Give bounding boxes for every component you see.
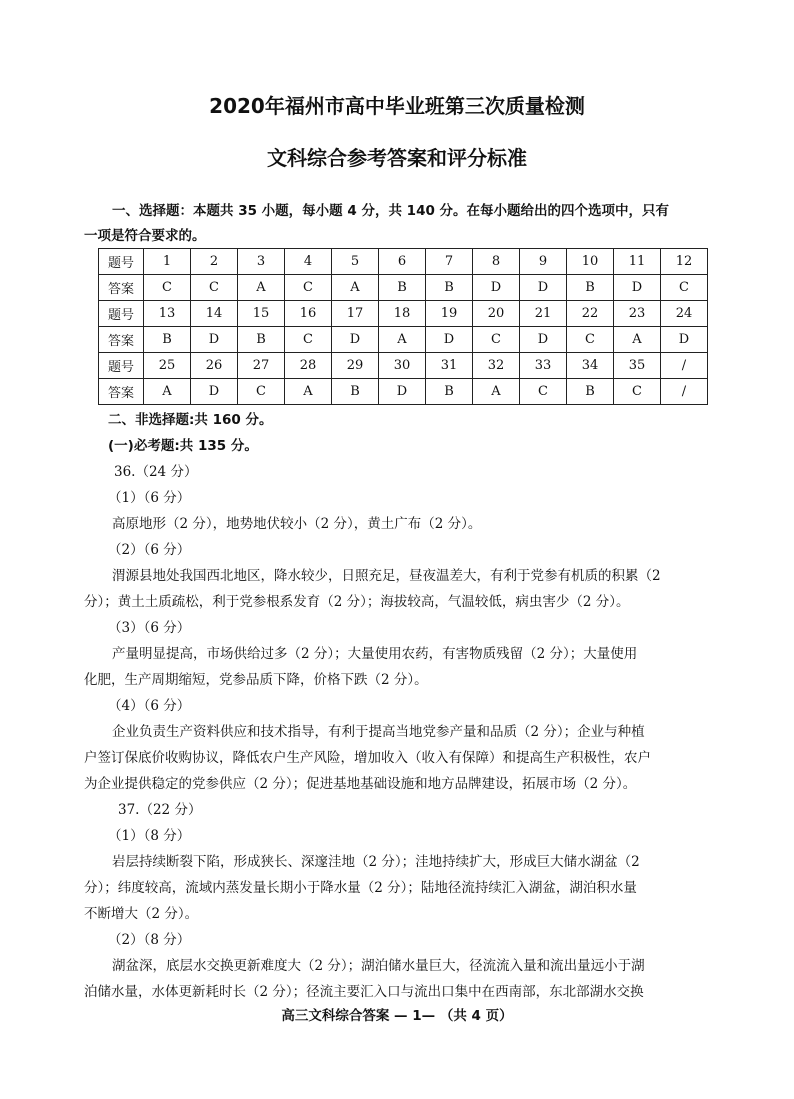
question-heading: 37.（22 分） xyxy=(118,802,202,818)
question-number-cell: 1 xyxy=(144,249,191,275)
section1-heading-line2: 一项是符合要求的。 xyxy=(84,228,206,244)
question-number-cell: 31 xyxy=(426,353,473,379)
page-title: 2020年福州市高中毕业班第三次质量检测 xyxy=(209,94,585,118)
answer-cell: C xyxy=(285,327,332,353)
row-label: 答案 xyxy=(99,327,144,353)
question-number-cell: 14 xyxy=(191,301,238,327)
page-subtitle: 文科综合参考答案和评分标准 xyxy=(267,146,527,170)
question-number-cell: 26 xyxy=(191,353,238,379)
table-row xyxy=(99,327,708,353)
question-heading: 36.（24 分） xyxy=(114,464,198,480)
answer-cell: B xyxy=(238,327,285,353)
question-number-cell: / xyxy=(661,353,708,379)
table-row xyxy=(99,275,708,301)
question-number-cell: 24 xyxy=(661,301,708,327)
answer-table xyxy=(98,248,708,405)
answer-cell: C xyxy=(191,275,238,301)
question-number-cell: 34 xyxy=(567,353,614,379)
answer-cell: A xyxy=(379,327,426,353)
answer-text-line: 分）；纬度较高，流域内蒸发量长期小于降水量（2 分）；陆地径流持续汇入湖盆，湖泊积水量 xyxy=(84,880,637,896)
answer-cell: B xyxy=(426,275,473,301)
question-number-cell: 19 xyxy=(426,301,473,327)
question-number-cell: 3 xyxy=(238,249,285,275)
question-number-cell: 28 xyxy=(285,353,332,379)
answer-cell: A xyxy=(144,379,191,405)
question-number-cell: 15 xyxy=(238,301,285,327)
answer-cell: D xyxy=(614,275,661,301)
row-label: 题号 xyxy=(99,249,144,275)
question-number-cell: 17 xyxy=(332,301,379,327)
answer-cell: D xyxy=(191,379,238,405)
answer-text-line: 岩层持续断裂下陷，形成狭长、深邃洼地（2 分）；洼地持续扩大，形成巨大储水湖盆（2 xyxy=(112,854,640,870)
question-number-cell: 33 xyxy=(520,353,567,379)
answer-cell: D xyxy=(661,327,708,353)
question-number-cell: 25 xyxy=(144,353,191,379)
answer-cell: C xyxy=(285,275,332,301)
part-label: （1）（6 分） xyxy=(108,490,191,506)
answer-cell: D xyxy=(520,327,567,353)
answer-cell: A xyxy=(614,327,661,353)
answer-text-line: 渭源县地处我国西北地区，降水较少，日照充足，昼夜温差大，有利于党参有机质的积累（2 xyxy=(112,568,661,584)
question-number-cell: 35 xyxy=(614,353,661,379)
part-label: （2）（8 分） xyxy=(108,932,191,948)
row-label: 题号 xyxy=(99,301,144,327)
row-label: 答案 xyxy=(99,275,144,301)
section1-heading-line1: 一、选择题：本题共 35 小题，每小题 4 分，共 140 分。在每小题给出的四个选项中，只有 xyxy=(112,203,670,219)
question-number-cell: 5 xyxy=(332,249,379,275)
answer-cell: A xyxy=(473,379,520,405)
answer-text-line: 泊储水量，水体更新耗时长（2 分）；径流主要汇入口与流出口集中在西南部，东北部湖水交换 xyxy=(84,984,644,1000)
answer-cell: C xyxy=(520,379,567,405)
answer-cell: C xyxy=(567,327,614,353)
question-number-cell: 4 xyxy=(285,249,332,275)
section2-subheading: (一)必考题:共 135 分。 xyxy=(108,438,258,454)
table-row xyxy=(99,379,708,405)
section2-heading: 二、非选择题:共 160 分。 xyxy=(108,412,273,428)
question-number-cell: 27 xyxy=(238,353,285,379)
question-number-cell: 29 xyxy=(332,353,379,379)
answer-text-line: 为企业提供稳定的党参供应（2 分）；促进基地基础设施和地方品牌建设，拓展市场（2 分）。 xyxy=(84,776,637,792)
answer-cell: A xyxy=(332,275,379,301)
answer-cell: B xyxy=(379,275,426,301)
table-row xyxy=(99,301,708,327)
answer-cell: D xyxy=(191,327,238,353)
answer-cell: C xyxy=(614,379,661,405)
row-label: 题号 xyxy=(99,353,144,379)
question-number-cell: 18 xyxy=(379,301,426,327)
question-number-cell: 30 xyxy=(379,353,426,379)
answer-text-line: 分）；黄土土质疏松，利于党参根系发育（2 分）；海拔较高，气温较低，病虫害少（2 分）。 xyxy=(84,594,630,610)
question-number-cell: 9 xyxy=(520,249,567,275)
question-number-cell: 2 xyxy=(191,249,238,275)
answer-cell: B xyxy=(144,327,191,353)
question-number-cell: 13 xyxy=(144,301,191,327)
question-number-cell: 11 xyxy=(614,249,661,275)
section1-heading xyxy=(84,198,714,224)
answer-cell: D xyxy=(473,275,520,301)
question-number-cell: 8 xyxy=(473,249,520,275)
question-number-cell: 22 xyxy=(567,301,614,327)
answer-cell: D xyxy=(332,327,379,353)
page-footer: 高三文科综合答案 — 1— （共 4 页） xyxy=(281,1008,513,1024)
part-label: （1）（8 分） xyxy=(108,828,191,844)
answer-cell: A xyxy=(238,275,285,301)
answer-cell: C xyxy=(144,275,191,301)
question-number-cell: 7 xyxy=(426,249,473,275)
answer-cell: B xyxy=(332,379,379,405)
question-number-cell: 16 xyxy=(285,301,332,327)
answer-cell: D xyxy=(379,379,426,405)
question-number-cell: 21 xyxy=(520,301,567,327)
answer-cell: C xyxy=(473,327,520,353)
answer-cell: C xyxy=(661,275,708,301)
question-number-cell: 20 xyxy=(473,301,520,327)
answer-text-line: 化肥，生产周期缩短，党参品质下降，价格下跌（2 分）。 xyxy=(84,672,428,688)
answer-cell: / xyxy=(661,379,708,405)
answer-cell: C xyxy=(238,379,285,405)
table-row xyxy=(99,249,708,275)
part-label: （4）（6 分） xyxy=(108,698,191,714)
answer-cell: D xyxy=(426,327,473,353)
answer-cell: D xyxy=(520,275,567,301)
part-label: （2）（6 分） xyxy=(108,542,191,558)
question-number-cell: 32 xyxy=(473,353,520,379)
answer-cell: B xyxy=(567,275,614,301)
answer-cell: A xyxy=(285,379,332,405)
answer-cell: B xyxy=(426,379,473,405)
answer-text-line: 湖盆深，底层水交换更新难度大（2 分）；湖泊储水量巨大，径流流入量和流出量远小于湖 xyxy=(112,958,645,974)
answer-cell: B xyxy=(567,379,614,405)
answer-text-line: 高原地形（2 分），地势地伏较小（2 分），黄土广布（2 分）。 xyxy=(112,516,482,532)
answer-text-line: 企业负责生产资料供应和技术指导，有利于提高当地党参产量和品质（2 分）；企业与种植 xyxy=(112,724,645,740)
question-number-cell: 10 xyxy=(567,249,614,275)
answer-text-line: 不断增大（2 分）。 xyxy=(84,906,199,922)
part-label: （3）（6 分） xyxy=(108,620,191,636)
answer-text-line: 产量明显提高，市场供给过多（2 分）；大量使用农药，有害物质残留（2 分）；大量使用 xyxy=(112,646,638,662)
question-number-cell: 6 xyxy=(379,249,426,275)
row-label: 答案 xyxy=(99,379,144,405)
question-number-cell: 12 xyxy=(661,249,708,275)
table-row xyxy=(99,353,708,379)
question-number-cell: 23 xyxy=(614,301,661,327)
answer-text-line: 户签订保底价收购协议，降低农户生产风险，增加收入（收入有保障）和提高生产积极性，农户 xyxy=(84,750,651,766)
